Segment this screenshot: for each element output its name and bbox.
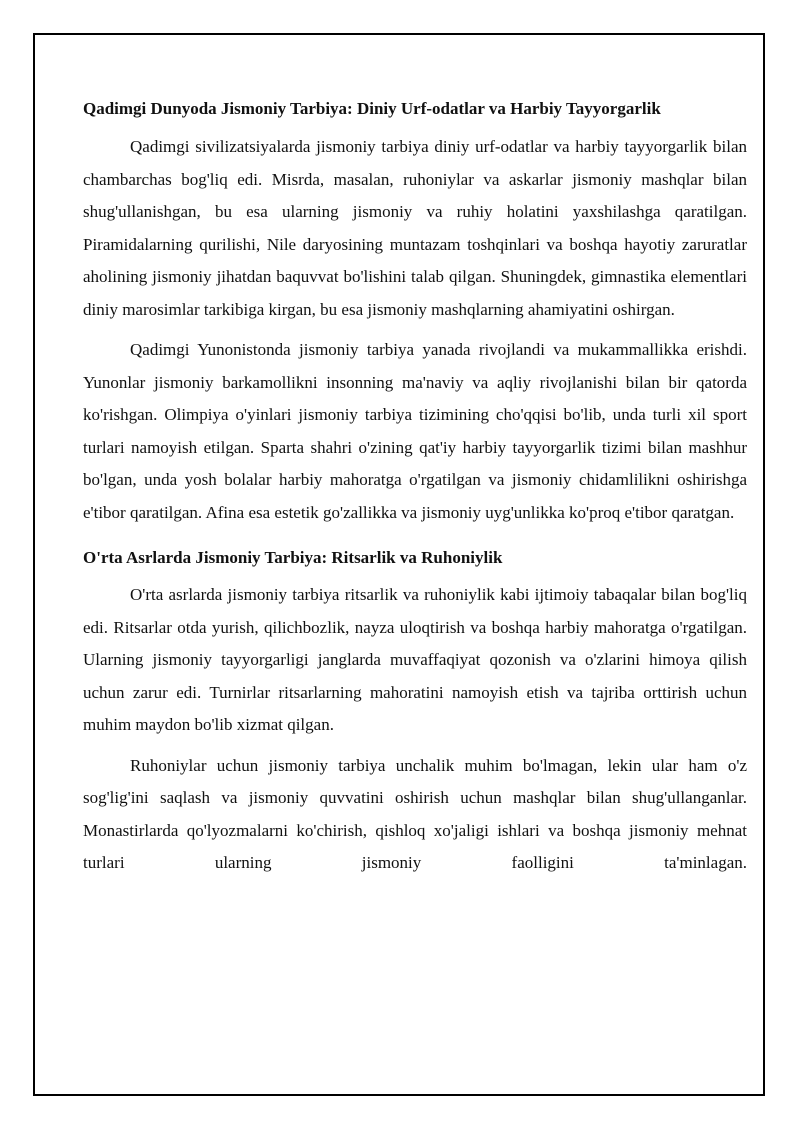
paragraph-ancient-greece: Qadimgi Yunonistonda jismoniy tarbiya yanada rivojlandi va mukammallikka erishdi. Yunonlar jismoniy barkamollikni insonning ma'naviy va aqliy rivojlanishi bilan bir qatorda ko'rishgan. Olimpiya o'yinlari jismoniy tarbiya tizimining cho'qqisi bo'lib, unda turli xil sport turlari namoyish etilgan. Sparta shahri o'zining qat'iy harbiy tayyorgarlik tizimi bilan mashhur bo'lgan, unda yosh bolalar harbiy mahoratga o'rgatilgan va jismoniy chidamlilikni oshirishga e'tibor qaratilgan. Afina esa estetik go'zallikka va jismoniy uyg'unlikka ko'proq e'tibor qaratgan. [83,340,747,522]
section-heading-middle-ages: O'rta Asrlarda Jismoniy Tarbiya: Ritsarlik va Ruhoniylik [83,548,503,567]
section-heading-ancient-world: Qadimgi Dunyoda Jismoniy Tarbiya: Diniy Urf-odatlar va Harbiy Tayyorgarlik [83,99,661,118]
paragraph-clergy: Ruhoniylar uchun jismoniy tarbiya unchalik muhim bo'lmagan, lekin ular ham o'z sog'lig'ini saqlash va jismoniy quvvatini oshirish uchun mashqlar bilan shug'ullanganlar. Monastirlarda qo'lyozmalarni ko'chirish, qishloq xo'jaligi ishlari va boshqa jismoniy mehnat turlari ularning jismoniy faolligini ta'minlagan. [83,755,747,872]
document-body [83,97,747,880]
paragraph-knighthood: O'rta asrlarda jismoniy tarbiya ritsarlik va ruhoniylik kabi ijtimoiy tabaqalar bilan bog'liq edi. Ritsarlar otda yurish, qilichbozlik, nayza uloqtirish va boshqa harbiy mahoratga o'rgatilgan. Ularning jismoniy tayyorgarligi janglarda muvaffaqiyat qozonish va o'zlarini himoya qilish uchun zarur edi. Turnirlar ritsarlarning mahoratini namoyish etish va tajriba orttirish uchun muhim maydon bo'lib xizmat qilgan. [83,585,747,734]
paragraph-ancient-egypt: Qadimgi sivilizatsiyalarda jismoniy tarbiya diniy urf-odatlar va harbiy tayyorgarlik bilan chambarchas bog'liq edi. Misrda, masalan, ruhoniylar va askarlar jismoniy mashqlar bilan shug'ullanishgan, bu esa ularning jismoniy va ruhiy holatini yaxshilashga qaratilgan. Piramidalarning qurilishi, Nile daryosining muntazam toshqinlari va boshqa hayotiy zaruratlar aholining jismoniy jihatdan baquvvat bo'lishini talab qilgan. Shuningdek, gimnastika elementlari diniy marosimlar tarkibiga kirgan, bu esa jismoniy mashqlarning ahamiyatini oshirgan. [83,137,747,319]
